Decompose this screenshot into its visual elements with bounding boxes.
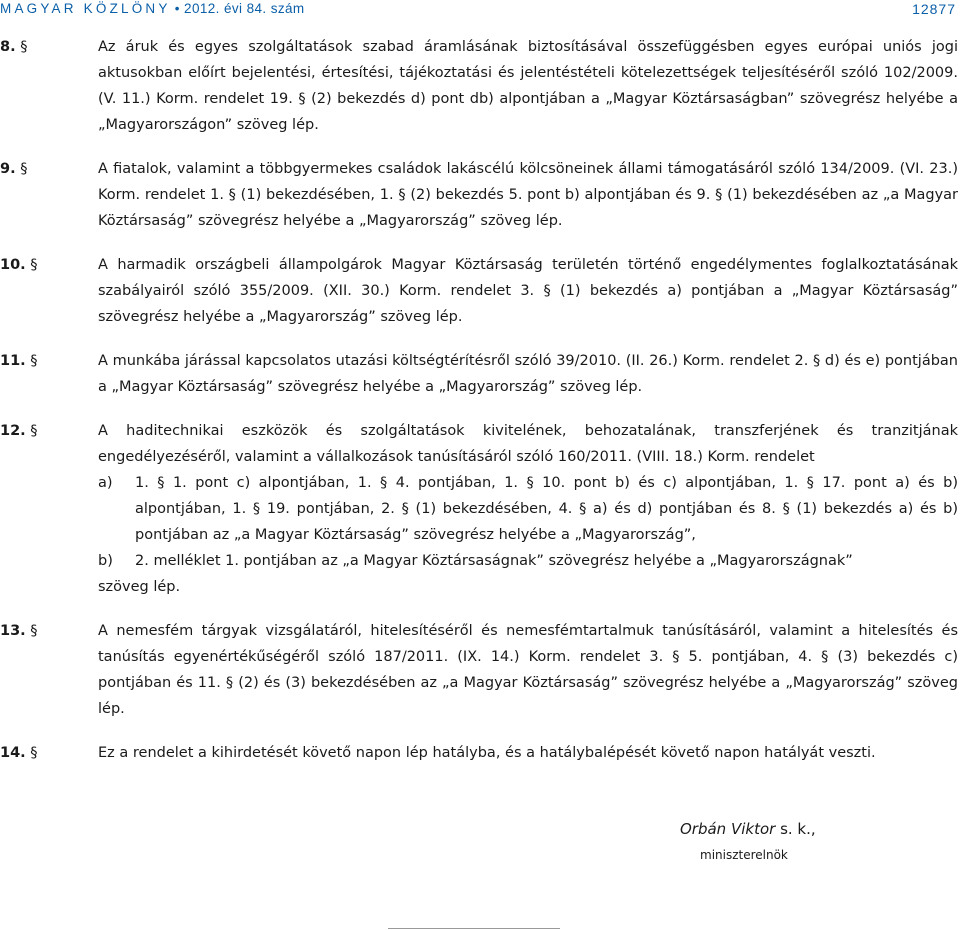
signature [680,820,816,838]
sub-item-a [98,470,958,548]
paragraph-13 [0,618,958,722]
sub-item-label: b) [98,553,113,569]
paragraph-number: 9. § [0,161,28,177]
paragraph-body [98,418,958,600]
sub-item-label: a) [98,475,113,491]
signatory-role: miniszterelnök [700,848,788,862]
paragraph-number: 8. § [0,39,28,55]
journal-title: MAGYAR KÖZLÖNY [0,1,171,16]
paragraph-number: 10. § [0,257,38,273]
paragraph-text: A munkába járással kapcsolatos utazási költségtérítésről szóló 39/2010. (II. 26.) Korm. rendelet 2. § d) és e) pontjában a „Magyar Köztársaság” szövegrész helyébe a „Magyarország” szöveg lép. [98,353,958,395]
paragraph-text: A haditechnikai eszközök és szolgáltatások kivitelének, behozatalának, transzferjének és tranzitjának engedélyezéséről, valamint a vállalkozások tanúsításáról szóló 160/2011. (VIII. 18.) Korm. rendelet [98,423,958,465]
paragraph-8 [0,34,958,138]
paragraph-11 [0,348,958,400]
footer-divider [388,928,560,929]
paragraph-number: 12. § [0,423,38,439]
paragraph-text: A harmadik országbeli állampolgárok Magyar Köztársaság területén történő engedélymentes foglalkoztatásának szabályairól szóló 355/2009. (XII. 30.) Korm. rendelet 3. § (1) bekezdés a) pontjában a „Magyar Köztársaság” szövegrész helyébe a „Magyarország” szöveg lép. [98,257,958,325]
paragraph-12 [0,418,958,600]
sub-item-text: 2. melléklet 1. pontjában az „a Magyar Köztársaságnak” szövegrész helyébe a „Magyarországnak” [135,553,853,569]
sub-item-text: 1. § 1. pont c) alpontjában, 1. § 4. pontjában, 1. § 10. pont b) és c) alpontjában, 1. § 17. pont a) és b) alpontjában, 1. § 19. pontjában, 2. § (1) bekezdésében, 4. § a) és d) pontjában és 8. § (1) bekezdés a) és b) pontjában az „a Magyar Köztársaság” szövegrész helyébe a „Magyarország”, [135,475,958,543]
journal-header [0,1,305,16]
page-header [0,0,960,22]
paragraph-number: 11. § [0,353,38,369]
header-bullet: • [174,1,180,16]
paragraph-tail: szöveg lép. [98,579,181,595]
paragraph-number: 14. § [0,745,38,761]
paragraph-text: Az áruk és egyes szolgáltatások szabad áramlásának biztosításával összefüggésben egyes európai uniós jogi aktusokban előírt bejelentési, értesítési, tájékoztatási és jelentéstételi kötelezettségek teljesítéséről szóló 102/2009. (V. 11.) Korm. rendelet 19. § (2) bekezdés d) pont db) alpontjában a „Magyar Köztársaságban” szövegrész helyébe a „Magyarországon” szöveg lép. [98,39,958,133]
document-body [0,34,958,784]
paragraph-text: A nemesfém tárgyak vizsgálatáról, hitelesítéséről és nemesfémtartalmuk tanúsításáról, valamint a hitelesítés és tanúsítás egyenértékűségéről szóló 187/2011. (IX. 14.) Korm. rendelet 3. § 5. pontjában, 4. § (3) bekezdés c) pontjában és 11. § (2) és (3) bekezdésében az „a Magyar Köztársaság” szövegrész helyébe a „Magyarország” szöveg lép. [98,623,958,717]
paragraph-14 [0,740,958,766]
signatory-name: Orbán Viktor [680,820,776,838]
paragraph-number: 13. § [0,623,38,639]
paragraph-text: A fiatalok, valamint a többgyermekes családok lakáscélú kölcsöneinek állami támogatásáról szóló 134/2009. (VI. 23.) Korm. rendelet 1. § (1) bekezdésében, 1. § (2) bekezdés 5. pont b) alpontjában és 9. § (1) bekezdésében az „a Magyar Köztársaság” szövegrész helyébe a „Magyarország” szöveg lép. [98,161,958,229]
signature-suffix: s. k., [775,820,816,838]
page-number: 12877 [912,1,956,17]
issue-label: 2012. évi 84. szám [184,1,305,16]
paragraph-9 [0,156,958,234]
paragraph-10 [0,252,958,330]
sub-item-b [98,548,958,574]
paragraph-text: Ez a rendelet a kihirdetését követő napon lép hatályba, és a hatálybalépését követő napon hatályát veszti. [98,745,876,761]
